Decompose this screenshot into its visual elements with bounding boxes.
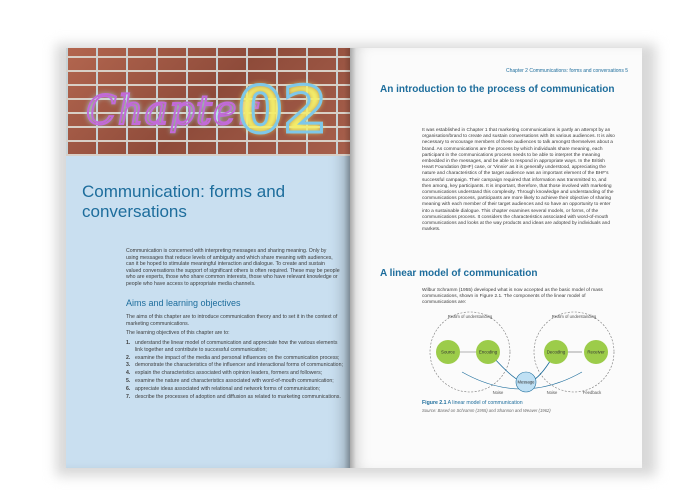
- running-head: Chapter 2 Communications: forms and conversations 5: [505, 68, 628, 74]
- noise-right-label: Noise: [546, 390, 558, 395]
- realm-left-label: Realm of understanding: [447, 314, 493, 319]
- message-label: Message: [517, 379, 535, 385]
- section-heading-intro: An introduction to the process of communication: [380, 84, 615, 95]
- objective-item: 3. demonstrate the characteristics of the influencer and interactional forms of communication;: [126, 362, 343, 369]
- objective-item: 1. understand the linear model of communication and appreciate how the various elements link together and contribute to successful communication;: [126, 340, 338, 353]
- section-heading-linear-model: A linear model of communication: [380, 268, 538, 279]
- objective-item: 6. appreciate ideas associated with relational and network forms of communication;: [126, 385, 321, 392]
- receiver-label: Receiver: [587, 349, 605, 355]
- objective-item: 4. explain the characteristics associated with opinion leaders, formers and followers;: [126, 370, 323, 377]
- decoding-label: Decoding: [546, 349, 566, 355]
- objectives-lead: The learning objectives of this chapter are to:: [126, 330, 230, 336]
- caption-label: Figure 2.1: [422, 400, 447, 406]
- chapter-number: 02: [238, 74, 328, 148]
- spine-gutter: [344, 48, 356, 468]
- chapter-word: Chapter: [86, 88, 258, 134]
- feedback-label: Feedback: [582, 390, 602, 395]
- encoding-label: Encoding: [478, 349, 498, 355]
- objective-item: 2. examine the impact of the media and personal influences on the communication process;: [126, 354, 340, 361]
- chapter-title: Communication: forms and conversations: [82, 182, 286, 221]
- right-page: [350, 48, 642, 468]
- chapter-intro: Communication is concerned with interpreting messages and sharing meaning. Only by using messages that reduce levels of ambiguity and which share meaning with audiences, can it be hoped to stimulate meaningful interaction and dialogue. To create and sustain valued conversations the support of significant others is often required. These may be people who are experts, those who share common interests, those who have relevant knowledge or people who have access to appropriate media channels.: [126, 248, 340, 287]
- linear-model-body: Wilbur Schramm (1955) developed what is now accepted as the basic model of mass communications, shown in Figure 2.1. The components of the linear model of communications are:: [422, 288, 603, 306]
- source-label: Source: [441, 349, 455, 355]
- figure-caption: [422, 400, 622, 406]
- noise-left-label: Noise: [492, 390, 504, 395]
- left-page: [66, 48, 350, 468]
- intro-body: It was established in Chapter 1 that marketing communications is partly an attempt by an organisation/brand to create and sustain conversations with its various audiences. It is also necessary to encourage members of these audiences to talk amongst themselves about a brand. As communications are the process by which individuals share meaning, each participant in the communications process needs to be able to interpret the meaning embedded in the messages, and be able to respond in appropriate ways. In the British Heart Foundation (BHF) case, or 'Vinnie' as it is generally understood, appreciating the nature and characteristics of the target audience was an important element of the BHF's successful campaign. Their campaign required that information was transmitted to, and then among, key participants. It is important, therefore, that those involved with marketing communications understand this complexity. Through knowledge and understanding of the communications process, participants are more likely to achieve their objective of sharing meaning with each member of their target audiences and so have an opportunity to enter into a sustainable dialogue. This chapter examines several models, or forms, of the communications process. It considers the characteristics associated with word-of-mouth communications and looks at the way products and ideas are adopted by individuals and markets.: [422, 128, 615, 233]
- objective-item: 7. describe the processes of adoption and diffusion as related to marketing communications.: [126, 393, 341, 400]
- realm-right-label: Realm of understanding: [551, 314, 597, 319]
- objective-item: 5. examine the nature and characteristics associated with word-of-mouth communication;: [126, 377, 334, 384]
- objectives-list: [126, 340, 346, 401]
- aims-heading: Aims and learning objectives: [126, 298, 241, 308]
- aims-text: The aims of this chapter are to introduce communication theory and to set it in the context of marketing communications.: [126, 314, 338, 327]
- linear-model-diagram: [422, 306, 622, 398]
- figure-source: Source: Based on Schramm (1955) and Shannon and Weaver (1962): [422, 408, 551, 413]
- caption-text: A linear model of communication: [447, 400, 523, 406]
